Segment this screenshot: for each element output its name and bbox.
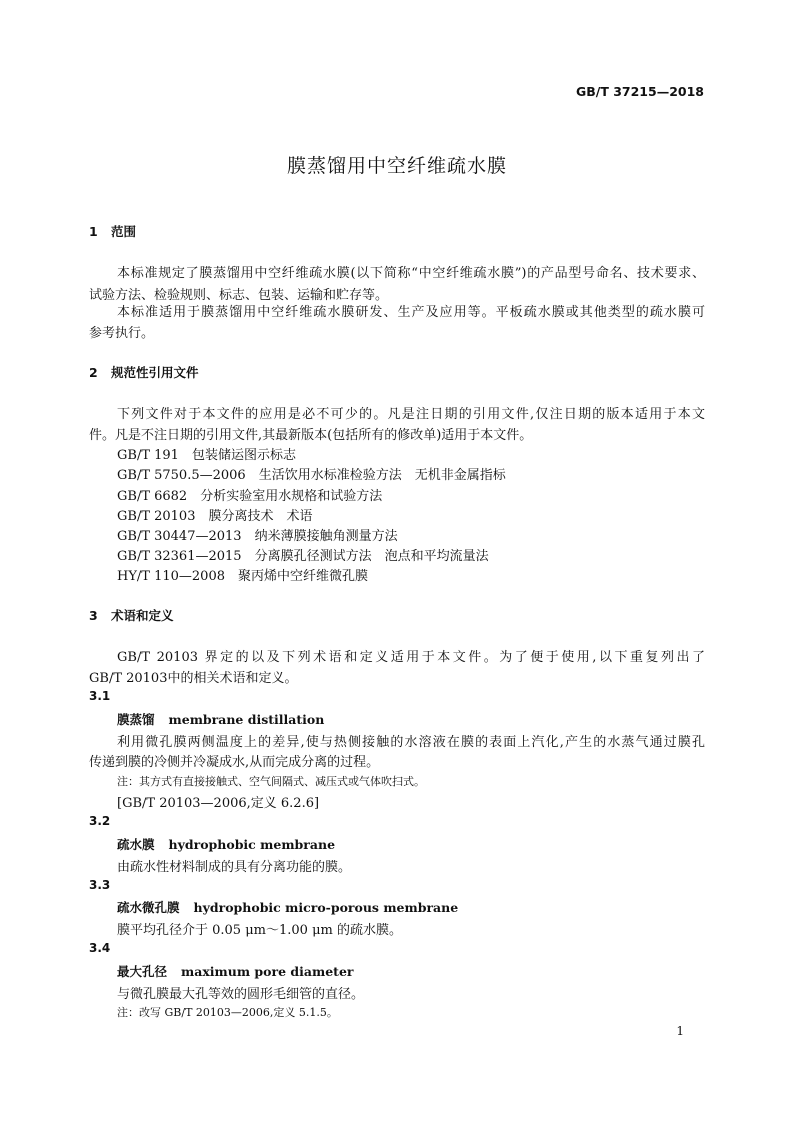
term-note: 注：改写 GB/T 20103—2006,定义 5.1.5。: [117, 1006, 338, 1019]
term-chinese: 膜蒸馏: [117, 712, 155, 727]
term-definition: 膜平均孔径介于 0.05 μm～1.00 μm 的疏水膜。: [117, 923, 402, 938]
term-english: maximum pore diameter: [181, 964, 354, 979]
term-definition: 由疏水性材料制成的具有分离功能的膜。: [117, 860, 352, 875]
term-number: 3.2: [89, 814, 111, 828]
reference-title: 分析实验室用水规格和试验方法: [200, 489, 383, 504]
reference-title: 生活饮用水标准检验方法 无机非金属指标: [258, 468, 506, 483]
reference-code: GB/T 191: [117, 448, 179, 463]
term-chinese: 疏水膜: [117, 837, 155, 852]
reference-code: GB/T 32361—2015: [117, 549, 242, 564]
scope-paragraph-2-line-2: 参考执行。: [89, 326, 155, 341]
term-heading: [117, 898, 458, 916]
section-title: 术语和定义: [111, 608, 174, 623]
reference-code: GB/T 30447—2013: [117, 529, 242, 544]
term-number: 3.1: [89, 689, 111, 703]
page-number: 1: [676, 1024, 684, 1038]
reference-title: 膜分离技术 术语: [208, 509, 313, 524]
scope-paragraph-1-line-2: 试验方法、检验规则、标志、包装、运输和贮存等。: [89, 288, 389, 303]
scope-paragraph-2-line-1: 本标准适用于膜蒸馏用中空纤维疏水膜研发、生产及应用等。平板疏水膜或其他类型的疏水膜可: [117, 305, 705, 320]
term-heading: [117, 962, 353, 980]
terms-intro-line-2: GB/T 20103中的相关术语和定义。: [89, 671, 298, 686]
references-intro-line-1: 下列文件对于本文件的应用是必不可少的。凡是注日期的引用文件,仅注日期的版本适用于本文: [117, 407, 705, 422]
reference-title: 分离膜孔径测试方法 泡点和平均流量法: [254, 549, 489, 564]
reference-item: [117, 545, 489, 564]
reference-title: 纳米薄膜接触角测量方法: [254, 529, 398, 544]
section-1-heading: [89, 222, 136, 240]
term-source: [GB/T 20103—2006,定义 6.2.6]: [117, 796, 320, 811]
terms-intro-line-1: GB/T 20103 界定的以及下列术语和定义适用于本文件。为了便于使用,以下重复列出了: [117, 650, 705, 665]
term-chinese: 最大孔径: [117, 964, 168, 979]
scope-paragraph-1-line-1: 本标准规定了膜蒸馏用中空纤维疏水膜(以下简称“中空纤维疏水膜”)的产品型号命名、技术要求、: [117, 266, 705, 281]
reference-code: HY/T 110—2008: [117, 569, 225, 584]
section-title: 规范性引用文件: [111, 365, 199, 380]
term-english: hydrophobic micro-porous membrane: [193, 900, 459, 915]
reference-item: [117, 525, 398, 544]
term-heading: [117, 710, 324, 728]
term-number: 3.3: [89, 878, 111, 892]
reference-item: [117, 505, 313, 524]
term-heading: [117, 835, 335, 853]
term-definition-line-2: 传递到膜的冷侧并冷凝成水,从而完成分离的过程。: [89, 755, 380, 770]
term-english: hydrophobic membrane: [168, 837, 336, 852]
section-2-heading: [89, 363, 199, 381]
references-intro-line-2: 件。凡是不注日期的引用文件,其最新版本(包括所有的修改单)适用于本文件。: [89, 428, 533, 443]
reference-code: GB/T 5750.5—2006: [117, 468, 246, 483]
section-3-heading: [89, 606, 174, 624]
term-english: membrane distillation: [168, 712, 325, 727]
section-title: 范围: [111, 224, 137, 239]
reference-item: [117, 485, 382, 504]
reference-code: GB/T 20103: [117, 509, 196, 524]
section-number: 3: [89, 608, 98, 623]
reference-item: [117, 464, 506, 483]
document-title: 膜蒸馏用中空纤维疏水膜: [286, 155, 507, 177]
term-number: 3.4: [89, 941, 111, 955]
term-chinese: 疏水微孔膜: [117, 900, 180, 915]
standard-number: GB/T 37215—2018: [575, 84, 704, 99]
reference-code: GB/T 6682: [117, 489, 188, 504]
term-note: 注：其方式有直接接触式、空气间隔式、减压式或气体吹扫式。: [117, 775, 425, 788]
reference-title: 聚丙烯中空纤维微孔膜: [238, 569, 369, 584]
section-number: 1: [89, 224, 98, 239]
term-definition: 与微孔膜最大孔等效的圆形毛细管的直径。: [117, 987, 365, 1002]
term-definition-line-1: 利用微孔膜两侧温度上的差异,使与热侧接触的水溶液在膜的表面上汽化,产生的水蒸气通过膜孔: [117, 735, 705, 750]
reference-item: [117, 444, 296, 463]
reference-title: 包装储运图示标志: [191, 448, 296, 463]
reference-item: [117, 565, 368, 584]
section-number: 2: [89, 365, 98, 380]
